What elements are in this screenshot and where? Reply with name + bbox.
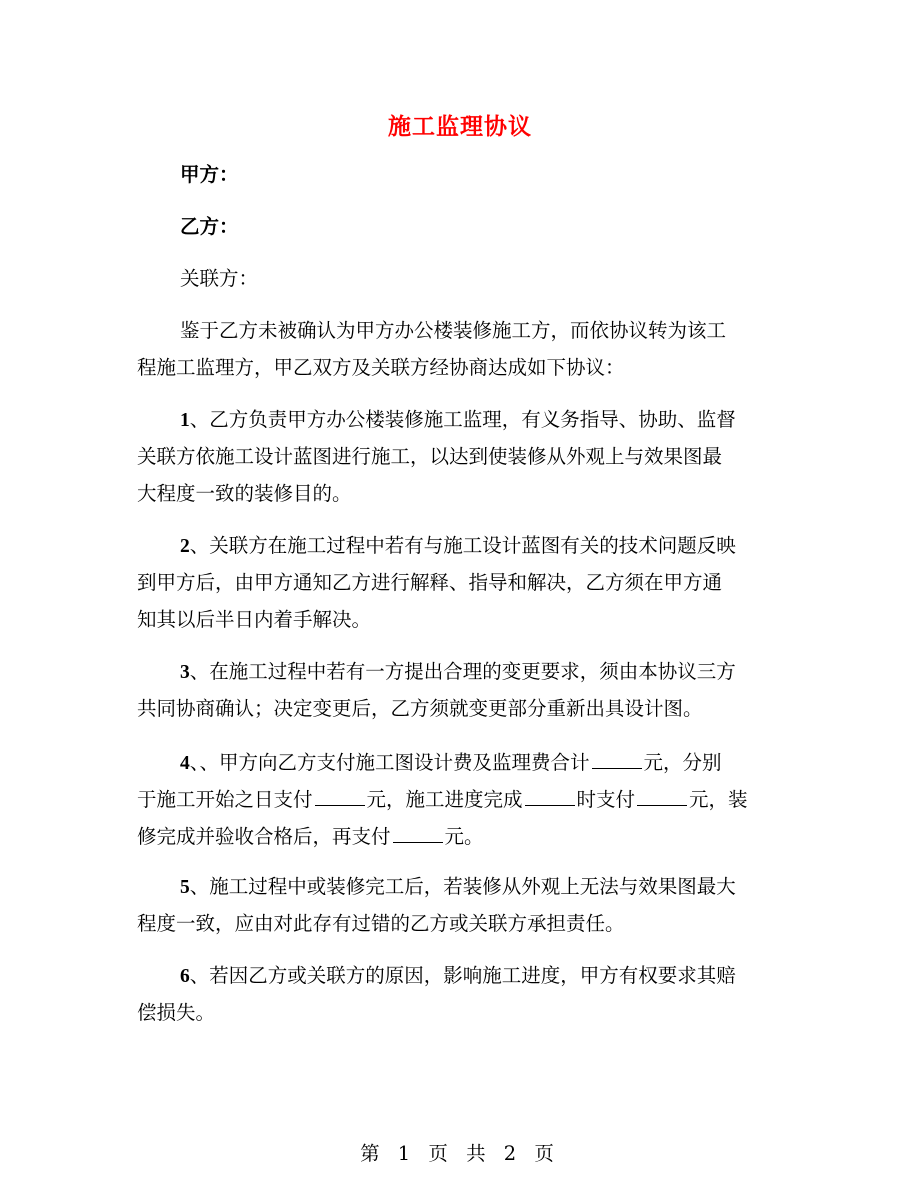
- amount-blank: [315, 779, 365, 806]
- clause-line: 程度一致，应由对此存有过错的乙方或关联方承担责任。: [137, 912, 625, 935]
- progress-blank: [525, 779, 575, 806]
- clause-line: 、关联方在施工过程中若有与施工设计蓝图有关的技术问题反映: [189, 534, 736, 557]
- clause-number: 5: [180, 877, 190, 898]
- clause-1: [137, 401, 777, 512]
- clause-2: [137, 527, 777, 638]
- amount-blank: [592, 742, 642, 769]
- clause-number: 6: [180, 966, 190, 987]
- clause-4: [137, 742, 777, 853]
- clause-number: 1: [180, 410, 190, 431]
- clause-text: 元。: [444, 825, 484, 848]
- clause-line: 关联方依施工设计蓝图进行施工，以达到使装修从外观上与效果图最: [137, 445, 723, 468]
- document-body: [137, 156, 777, 1031]
- clause-line: 偿损失。: [137, 1001, 216, 1024]
- clause-6: [137, 957, 777, 1031]
- related-party-label: 关联方：: [180, 267, 259, 290]
- clause-3: [137, 653, 777, 727]
- clause-line: 、施工过程中或装修完工后，若装修从外观上无法与效果图最大: [189, 875, 736, 898]
- clause-line: 共同协商确认；决定变更后，乙方须就变更部分重新出具设计图。: [137, 697, 703, 720]
- clause-number: 2: [180, 536, 190, 557]
- document-title: 施工监理协议: [388, 113, 532, 140]
- clause-5: [137, 868, 777, 942]
- clause-line: 大程度一致的装修目的。: [137, 482, 352, 505]
- clause-text: 元，施工进度完成: [366, 788, 523, 811]
- intro-paragraph: [137, 312, 777, 386]
- clause-text: 、、甲方向乙方支付施工图设计费及监理费合计: [189, 751, 590, 774]
- clause-text: 修完成并验收合格后，再支付: [137, 825, 391, 848]
- amount-blank: [393, 816, 443, 843]
- intro-line: 鉴于乙方未被确认为甲方办公楼装修施工方，而依协议转为该工: [180, 319, 727, 342]
- clause-text: 元，分别: [643, 751, 722, 774]
- clause-number: 3: [180, 662, 190, 683]
- clause-line: 知其以后半日内着手解决。: [137, 608, 372, 631]
- clause-line: 到甲方后，由甲方通知乙方进行解释、指导和解决，乙方须在甲方通: [137, 571, 723, 594]
- clause-text: 元，装: [689, 788, 748, 811]
- party-a-label: 甲方：: [180, 163, 239, 186]
- page-footer: 第 1 页 共 2 页: [360, 1142, 560, 1165]
- clause-line: 、乙方负责甲方办公楼装修施工监理，有义务指导、协助、监督: [189, 408, 736, 431]
- intro-line: 程施工监理方，甲乙双方及关联方经协商达成如下协议：: [137, 356, 625, 379]
- amount-blank: [637, 779, 687, 806]
- clause-number: 4: [180, 753, 190, 774]
- clause-line: 、在施工过程中若有一方提出合理的变更要求，须由本协议三方: [189, 660, 736, 683]
- clause-line: 、若因乙方或关联方的原因，影响施工进度，甲方有权要求其赔: [189, 964, 736, 987]
- clause-text: 时支付: [576, 788, 636, 811]
- clause-text: 于施工开始之日支付: [137, 788, 313, 811]
- party-b-label: 乙方：: [180, 215, 239, 238]
